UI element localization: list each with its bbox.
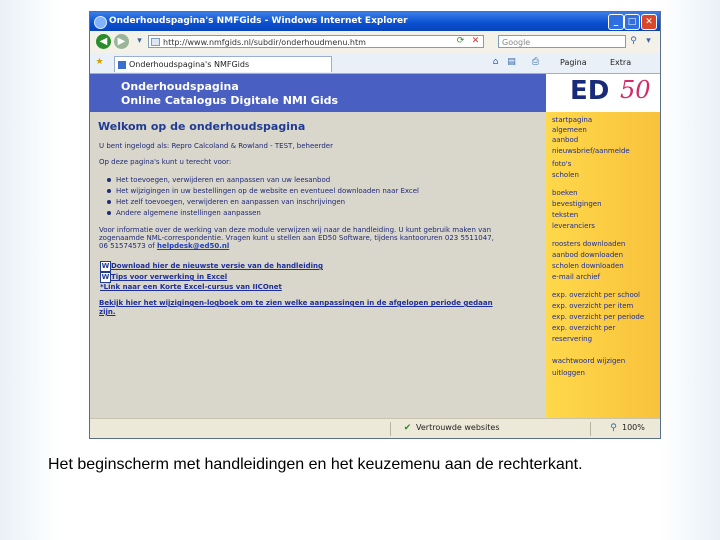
page-menu[interactable]: Pagina: [560, 58, 587, 67]
main-panel: [90, 112, 546, 418]
sidebar-item[interactable]: aanbod downloaden: [552, 251, 624, 259]
print-icon[interactable]: ⎙: [531, 57, 540, 67]
banner-subtitle: Online Catalogus Digitale NMI Gids: [121, 94, 339, 107]
intro-text: Op deze pagina's kunt u terecht voor:: [99, 158, 232, 166]
changelog-link-cont[interactable]: zijn.: [99, 308, 116, 316]
address-toolbar: [90, 31, 660, 54]
sidebar-item[interactable]: nieuwsbrief/aanmelde: [552, 147, 630, 155]
logo-number: 50: [620, 76, 651, 104]
sidebar-item[interactable]: reservering: [552, 335, 593, 343]
banner-title: Onderhoudspagina: [121, 80, 239, 93]
logged-in-text: U bent ingelogd als: Repro Calcoland & Rowland - TEST, beheerder: [99, 142, 333, 150]
slide-caption: Het beginscherm met handleidingen en het keuzemenu aan de rechterkant.: [48, 456, 583, 473]
sidebar-item[interactable]: exp. overzicht per item: [552, 302, 634, 310]
sidebar-item[interactable]: startpagina: [552, 116, 593, 124]
home-icon[interactable]: ⌂: [492, 57, 499, 67]
sidebar-item[interactable]: leveranciers: [552, 222, 595, 230]
page-content: [90, 74, 660, 418]
maximize-button[interactable]: □: [624, 14, 640, 30]
sidebar-item[interactable]: exp. overzicht per: [552, 324, 616, 332]
title-bar: [90, 12, 660, 31]
contact-text: zogenaamde NML-correspondentie. Vragen kunt u stellen aan ED50 Software, tijdens kantooruren 023 5511047,: [99, 234, 494, 242]
close-button[interactable]: ✕: [641, 14, 657, 30]
back-button[interactable]: ◀: [96, 34, 111, 49]
contact-text: [99, 242, 229, 250]
sidebar-item[interactable]: wachtwoord wijzigen: [552, 357, 626, 365]
sidebar-item[interactable]: boeken: [552, 189, 578, 197]
trusted-zone-icon: ✔: [403, 423, 412, 433]
changelog-link[interactable]: Bekijk hier het wijzigingen-logboek om te zien welke aanpassingen in de afgelopen periode gedaan: [99, 299, 493, 307]
word-doc-icon: W: [101, 273, 110, 281]
sidebar-item[interactable]: aanbod: [552, 136, 579, 144]
bullet-item: Het toevoegen, verwijderen en aanpassen van uw leesanbod: [116, 176, 331, 184]
sidebar-item[interactable]: foto's: [552, 160, 572, 168]
status-divider: [590, 422, 591, 436]
bullet-item: Het zelf toevoegen, verwijderen en aanpassen van inschrijvingen: [116, 198, 346, 206]
ie-logo-icon: [94, 16, 107, 29]
sidebar-item[interactable]: teksten: [552, 211, 579, 219]
page-banner: [90, 74, 660, 112]
forward-button[interactable]: ▶: [114, 34, 129, 49]
address-text: http://www.nmfgids.nl/subdir/onderhoudmenu.htm: [163, 38, 366, 47]
security-zone-text: Vertrouwde websites: [416, 423, 500, 432]
logo-text: ED: [570, 76, 610, 106]
sidebar-item[interactable]: exp. overzicht per school: [552, 291, 640, 299]
sidebar-item[interactable]: uitloggen: [552, 369, 585, 377]
refresh-icon[interactable]: ⟳: [456, 36, 465, 46]
sidebar-item[interactable]: scholen downloaden: [552, 262, 624, 270]
favorites-star-icon[interactable]: ★: [95, 57, 104, 67]
sidebar-item[interactable]: algemeen: [552, 126, 587, 134]
sidebar-item[interactable]: exp. overzicht per periode: [552, 313, 645, 321]
tab-active[interactable]: [114, 56, 332, 72]
sidebar-menu: [546, 112, 660, 418]
contact-text: Voor informatie over de werking van deze module verwijzen wij naar de handleiding. U kunt gebruik maken van: [99, 226, 492, 234]
word-doc-icon: W: [101, 262, 110, 270]
status-divider: [390, 422, 391, 436]
stop-icon[interactable]: ✕: [471, 36, 480, 46]
tools-menu[interactable]: Extra: [610, 58, 632, 67]
bullet-item: Het wijzigingen in uw bestellingen op de website en eventueel downloaden naar Excel: [116, 187, 420, 195]
status-bar: [90, 418, 660, 439]
page-heading: Welkom op de onderhoudspagina: [98, 120, 306, 133]
tab-page-icon: [118, 61, 126, 69]
feeds-icon[interactable]: ▤: [507, 57, 516, 67]
search-placeholder: Google: [502, 38, 531, 47]
excel-tips-link[interactable]: Tips voor verwerking in Excel: [111, 273, 228, 281]
window-title: Onderhoudspagina's NMFGids - Windows Internet Explorer: [109, 16, 408, 26]
ed50-logo: [546, 74, 660, 112]
sidebar-item[interactable]: roosters downloaden: [552, 240, 626, 248]
sidebar-item[interactable]: bevestigingen: [552, 200, 602, 208]
zoom-level[interactable]: 100%: [622, 423, 645, 432]
address-input[interactable]: [148, 35, 484, 48]
minimize-button[interactable]: _: [608, 14, 624, 30]
sidebar-item[interactable]: scholen: [552, 171, 579, 179]
page-icon: [151, 38, 160, 46]
zoom-icon[interactable]: ⚲: [610, 423, 617, 433]
tab-bar: [90, 53, 660, 74]
search-input[interactable]: [498, 35, 626, 48]
tab-title: Onderhoudspagina's NMFGids: [129, 60, 250, 69]
download-manual-link[interactable]: Download hier de nieuwste versie van de handleiding: [111, 262, 324, 270]
dropdown-icon[interactable]: ▾: [137, 36, 142, 46]
browser-window: [89, 11, 661, 439]
search-options-icon[interactable]: ▾: [646, 36, 651, 46]
excel-course-link[interactable]: *Link naar een Korte Excel-cursus van IICOnet: [100, 283, 282, 291]
contact-prefix: 06 51574573 of: [99, 242, 155, 250]
helpdesk-email-link[interactable]: helpdesk@ed50.nl: [156, 242, 230, 250]
sidebar-item[interactable]: e-mail archief: [552, 273, 601, 281]
search-icon[interactable]: ⚲: [630, 36, 637, 46]
bullet-item: Andere algemene instellingen aanpassen: [116, 209, 261, 217]
